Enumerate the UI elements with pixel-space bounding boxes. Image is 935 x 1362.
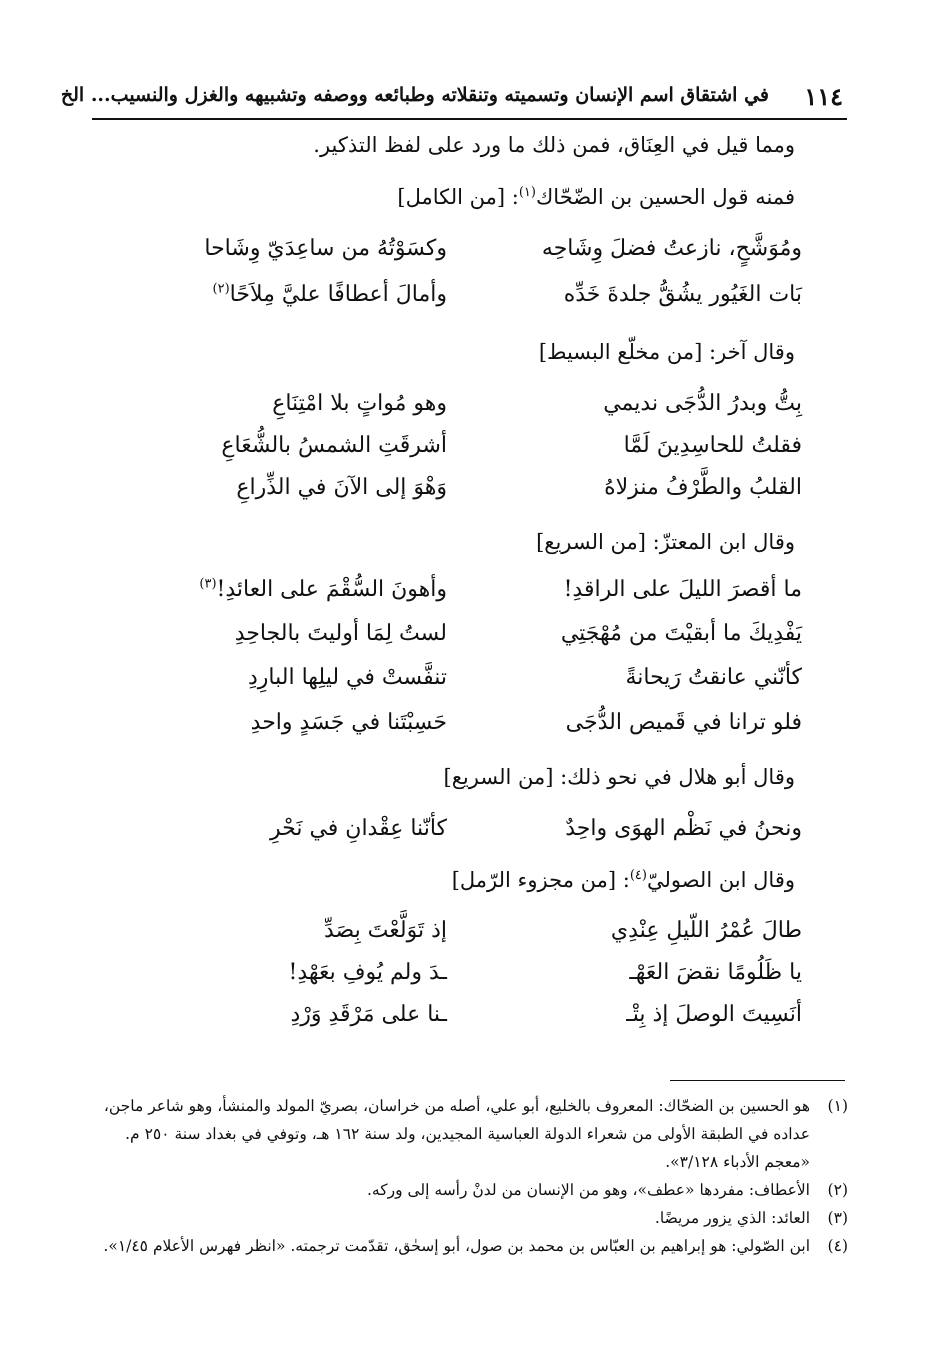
verse-line: [150, 960, 802, 1004]
poet-attribution: فمنه قول الحسين بن الضّحّاك: [535, 185, 795, 209]
footnote-text: الأعطاف: مفردها «عطف»، وهو من الإنسان من لدنْ رأسه إلى وركه.: [367, 1181, 810, 1199]
first-hemistich: يَفْدِيكَ ما أبقيْتَ من مُهْجَتِي: [560, 621, 802, 646]
first-hemistich: طالَ عُمْرُ اللّيلِ عِنْدِي: [610, 918, 802, 943]
meter-label: [من السريع]: [443, 765, 561, 789]
verse-line: [150, 816, 802, 860]
second-hemistich: وأهونَ السُّقْمَ على العائدِ!$^{(٣)}$: [199, 576, 447, 602]
second-hemistich: أشرقَتِ الشمسُ بالشُّعَاعِ: [221, 433, 447, 458]
running-title: في اشتقاق اسم الإنسان وتسميته وتنقلاته وطبائعه ووصفه وتشبيهه والغزل والنسيب... الخ: [60, 84, 769, 106]
section-heading: [115, 868, 795, 892]
footnote-number: (١): [827, 1097, 848, 1115]
footnote-number: (٣): [827, 1209, 848, 1227]
first-hemistich: بَات الغَيُور يشُقُّ جلدةَ خَدِّه: [563, 282, 802, 307]
page-number: ١١٤: [804, 82, 843, 111]
poet-attribution: وقال أبو هلال في نحو ذلك:: [560, 765, 795, 789]
second-hemistich: وأمالَ أعطافًا عليَّ مِلاَحًا$^{(٢)}$: [212, 281, 447, 307]
footnote: [100, 1176, 848, 1204]
meter-label: : [من الكامل]: [397, 185, 519, 209]
second-hemistich: كأنّنا عِقْدانِ في نَحْرِ: [269, 816, 447, 841]
footnote: [100, 1092, 848, 1176]
section-heading: [115, 530, 795, 554]
verse-line: [150, 1002, 802, 1046]
verse-line: [150, 236, 802, 280]
footnotes: [100, 1092, 848, 1260]
footnote-text: ابن الصّولي: هو إبراهيم بن العبّاس بن محمد بن صول، أبو إسحٰق، تقدّمت ترجمته. «انظر فهرس الأعلام ١/٤٥».: [103, 1237, 810, 1255]
second-hemistich: وهو مُواتٍ بلا امْتِنَاعِ: [272, 391, 447, 416]
section-heading: [115, 340, 795, 364]
verse-line: [150, 710, 802, 754]
footnote-number: (٤): [827, 1237, 848, 1255]
verse-line: [150, 621, 802, 665]
first-hemistich: فقلتُ للحاسِدِينَ لَمَّا: [623, 433, 802, 458]
intro-paragraph: ومما قيل في العِنَاق، فمن ذلك ما ورد على لفظ التذكير.: [313, 133, 795, 157]
verse-line: [150, 433, 802, 477]
meter-label: [من السريع]: [536, 530, 653, 554]
first-hemistich: القلبُ والطَّرْفُ منزلاهُ: [604, 475, 802, 500]
footnote-text: العائد: الذي يزور مريضًا.: [654, 1209, 810, 1227]
first-hemistich: ما أقصرَ الليلَ على الراقدِ!: [563, 577, 802, 602]
verse-line: [150, 391, 802, 435]
first-hemistich: ومُوَشَّحٍ، نازعتُ فضلَ وِشَاحِه: [541, 236, 802, 261]
first-hemistich: ونحنُ في نَظْم الهوَى واحِدٌ: [565, 816, 802, 841]
meter-label: : [من مجزوء الرّمل]: [451, 868, 630, 892]
poet-attribution: وقال ابن المعتزّ:: [652, 530, 795, 554]
footnote-text: هو الحسين بن الضحّاك: المعروف بالخليع، أبو علي، أصله من خراسان، بصريّ المولد والمنشأ، وهو شاعر ماجن، عداده في الطبقة الأولى من شعراء الدولة العباسية المجيدين، ولد سنة ١٦٢ هـ، وتوفي في بغداد سنة ٢٥٠ م. «معجم الأدباء ٣/١٢٨».: [103, 1097, 810, 1171]
footnote-ref: (٣): [199, 576, 217, 592]
verse-line: [150, 918, 802, 962]
first-hemistich: أنَسِيتَ الوصلَ إذ بِتْـ: [626, 1002, 802, 1027]
meter-label: [من مخلّع البسيط]: [538, 340, 709, 364]
section-heading: [115, 185, 795, 209]
footnote-number: (٢): [827, 1181, 848, 1199]
first-hemistich: بِتُّ وبدرُ الدُّجَى نديمي: [603, 391, 802, 416]
poet-attribution: وقال آخر:: [709, 340, 795, 364]
second-hemistich: ـنا على مَرْقَدِ وَرْدِ: [290, 1002, 447, 1027]
verse-line: [150, 475, 802, 519]
footnote-ref: (٢): [212, 281, 230, 297]
footnote-ref: (٤): [629, 868, 647, 883]
verse-line: [150, 282, 802, 326]
poet-attribution: وقال ابن الصوليّ: [646, 868, 795, 892]
second-hemistich: وَهْوَ إلى الآنَ في الذِّراعِ: [236, 475, 447, 500]
verse-line: [150, 577, 802, 621]
section-heading: [115, 765, 795, 789]
first-hemistich: كأنّني عانقتُ رَيحانةً: [625, 665, 802, 690]
first-hemistich: فلو ترانا في قَميص الدُّجَى: [565, 710, 802, 735]
second-hemistich: إذ تَوَلَّعْتَ بِصَدِّ: [323, 918, 447, 943]
second-hemistich: وكسَوْتُهُ من ساعِدَيّ وِشَاحا: [204, 236, 447, 261]
second-hemistich: ـدَ ولم يُوفِ بعَهْدِ!: [288, 960, 447, 985]
page-header: [60, 78, 847, 120]
verse-line: [150, 665, 802, 709]
footnote-ref: (١): [518, 185, 536, 200]
first-hemistich: يا ظَلُومًا نقضَ العَهْـ: [629, 960, 802, 985]
footnote-divider: [670, 1080, 845, 1081]
footnote: [100, 1204, 848, 1232]
second-hemistich: تنفَّستْ في ليلِها البارِدِ: [248, 665, 447, 690]
second-hemistich: حَسِبْتَنا في جَسَدٍ واحدِ: [250, 710, 447, 735]
footnote: [100, 1232, 848, 1260]
second-hemistich: لستُ لِمَا أوليتَ بالجاحِدِ: [234, 621, 447, 646]
